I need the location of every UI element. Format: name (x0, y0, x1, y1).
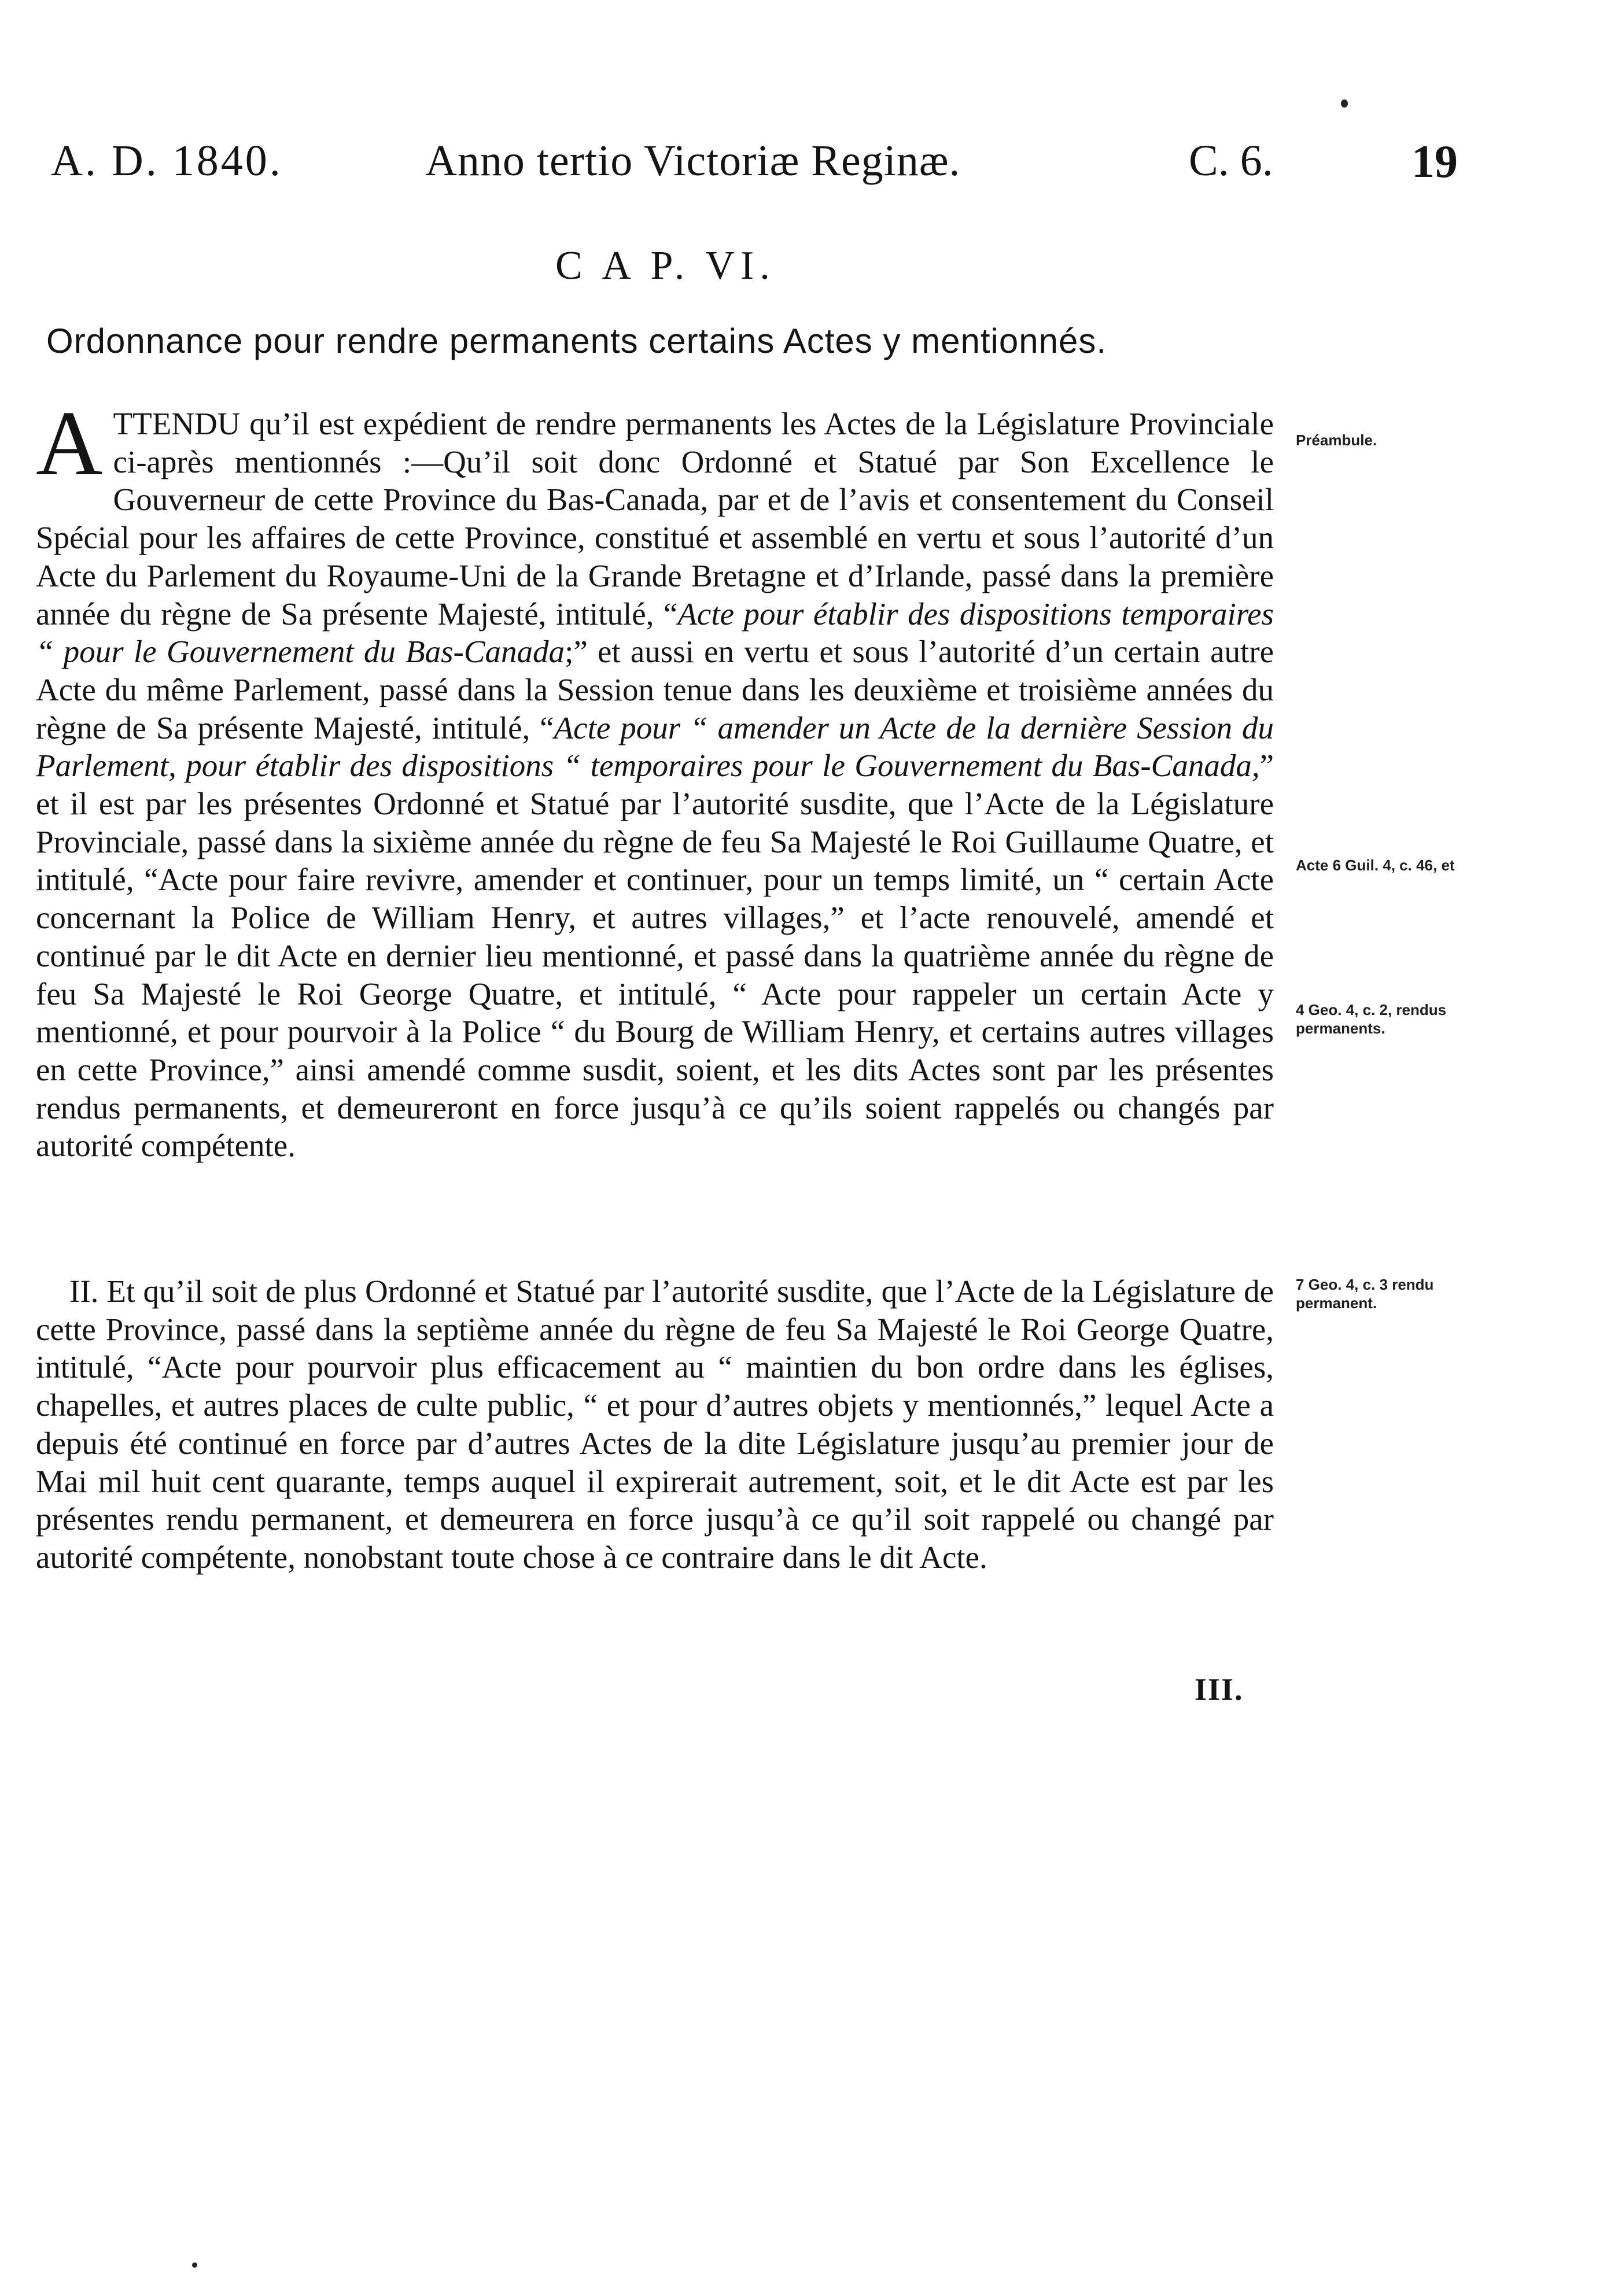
preamble-text-1: TTENDU qu’il est expédient de rendre permanents les Actes de la Législature Provinciale ci-après mentionnés :—Qu’il soit donc Ordonné et Statué par Son Excellence le Gouverneur de cette Province du Bas-Canada, par et de l’avis et consentement du Conseil Spécial pour les affaires de cette Province, constitué et assemblé en vertu et sous l’autorité d’un Acte du Parlement du Royaume-Uni de la Grande Bretagne et d’Irlande, passé dans la première année du règne de Sa présente Majesté, intitulé, “ (36, 406, 1274, 632)
margin-note-acte-6-guil: Acte 6 Guil. 4, c. 46, et (1296, 857, 1455, 874)
chapter-heading: C A P. VI. (555, 243, 776, 288)
paragraph-section-2: II. Et qu’il soit de plus Ordonné et Statué par l’autorité susdite, que l’Acte de la Législature de cette Province, passé dans la septième année du règne de feu Sa Majesté le Roi George Quatre, intitulé, “Acte pour pourvoir plus efficacement au “ maintien du bon ordre dans les églises, chapelles, et autres places de culte public, “ et pour d’autres objets y mentionnés,” lequel Acte a depuis été continué en force par d’autres Actes de la dite Législature jusqu’au premier jour de Mai mil huit cent quarante, temps auquel il expirerait autrement, soit, et le dit Acte est par les présentes rendu permanent, et demeurera en force jusqu’à ce qu’il soit rappelé ou changé par autorité compétente, nonobstant toute chose à ce contraire dans le dit Acte. (36, 1273, 1274, 1575)
drop-cap: A (36, 392, 103, 494)
margin-note-7-geo: 7 Geo. 4, c. 3 rendu permanent. (1296, 1276, 1434, 1312)
preamble-italic-title-1: Acte pour établir des dispositions temporaires “ pour le Gouvernement du Bas-Canada (36, 596, 1274, 670)
catchword: III. (1195, 1672, 1244, 1707)
preamble-text-3: ” et il est par les présentes Ordonné et Statué par l’autorité susdite, que l’Acte de la Législature Provinciale, passé dans la sixième année du règne de feu Sa Majesté le Roi Guillaume Quatre, et intitulé, “Acte pour faire revivre, amender et continuer, pour un temps limité, un “ certain Acte concernant la Police de William Henry, et autres villages,” et l’acte renouvelé, amendé et continué par le dit Acte en dernier lieu mentionné, et passé dans la quatrième année du règne de feu Sa Majesté le Roi George Quatre, et intitulé, “ Acte pour rappeler un certain Acte y mentionné, et pour pourvoir à la Police “ du Bourg de William Henry, et certains autres villages en cette Province,” ainsi amendé comme susdit, soient, et les dits Actes sont par les présentes rendus permanents, et demeureront en force jusqu’à ce qu’ils soient rappelés ou changés par autorité compétente. (36, 748, 1274, 1164)
margin-note-4-geo: 4 Geo. 4, c. 2, rendus permanents. (1296, 1001, 1447, 1037)
page-number: 19 (1411, 136, 1458, 187)
ordinance-title: Ordonnance pour rendre permanents certains Actes y mentionnés. (46, 322, 1107, 360)
running-header (0, 136, 1618, 205)
ink-speck (1341, 99, 1348, 108)
header-year: A. D. 1840. (51, 136, 283, 185)
ink-speck (192, 2262, 197, 2268)
header-title: Anno tertio Victoriæ Reginæ. (425, 136, 961, 185)
margin-note-preamble: Préambule. (1296, 431, 1377, 449)
header-chapter: C. 6. (1189, 136, 1273, 185)
preamble-italic-title-2: Acte pour “ amender un Acte de la dernière Session du Parlement, pour établir des dispositions “ temporaires pour le Gouvernement du Bas-Canada, (36, 710, 1274, 784)
preamble-text-2: ;” et aussi en vertu et sous l’autorité d’un certain autre Acte du même Parlement, passé dans la Session tenue dans les deuxième et troisième années du règne de Sa présente Majesté, intitulé, “ (36, 634, 1274, 745)
paragraph-preamble (36, 392, 1274, 1165)
